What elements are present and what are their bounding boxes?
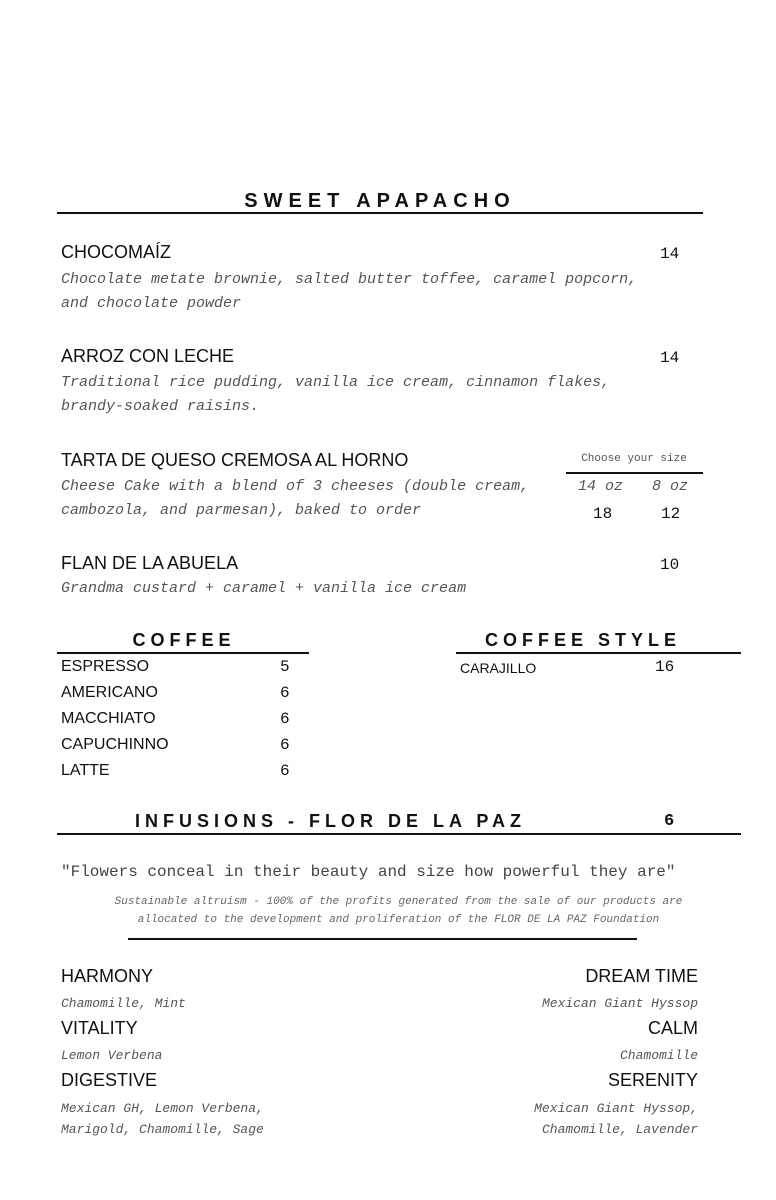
infusions-note-rule — [128, 938, 637, 940]
infusions-note: Sustainable altruism - 100% of the profits generated from the sale of our products are — [114, 896, 683, 908]
dish-description: Traditional rice pudding, vanilla ice cream, cinnamon flakes, — [61, 374, 611, 391]
infusion-name: DREAM TIME — [585, 966, 698, 986]
infusion-description: Chamomille — [619, 1048, 698, 1063]
dish-description: brandy-soaked raisins. — [61, 398, 260, 415]
infusion-name: CALM — [647, 1018, 698, 1038]
dish-description: Grandma custard + caramel + vanilla ice cream — [61, 580, 467, 597]
infusions-title-rule — [57, 833, 741, 835]
infusion-name: DIGESTIVE — [61, 1070, 158, 1090]
infusions-note: allocated to the development and proliferation of the FLOR DE LA PAZ Foundation — [137, 914, 660, 926]
coffee-title-rule — [57, 652, 309, 654]
dish-name: FLAN DE LA ABUELA — [61, 553, 239, 573]
infusion-description: Chamomille, Lavender — [541, 1122, 698, 1137]
infusion-description: Mexican Giant Hyssop — [541, 996, 698, 1011]
infusion-description: Lemon Verbena — [61, 1048, 163, 1063]
sweet-title-rule — [57, 212, 703, 214]
dish-name: CHOCOMAÍZ — [61, 242, 171, 262]
coffee-item-price: 6 — [280, 736, 290, 754]
sweet-section-title: SWEET APAPACHO — [244, 190, 516, 212]
dish-price: 10 — [660, 556, 680, 574]
size-price: 12 — [661, 505, 681, 523]
dish-description: and chocolate powder — [61, 295, 242, 312]
coffee-item-price: 6 — [280, 762, 290, 780]
infusion-name: SERENITY — [607, 1070, 698, 1090]
coffee-item-name: AMERICANO — [61, 684, 158, 701]
infusions-price: 6 — [664, 812, 675, 831]
infusion-description: Mexican GH, Lemon Verbena, — [61, 1101, 264, 1116]
size-chooser-rule — [566, 472, 703, 474]
dish-price: 14 — [660, 349, 680, 367]
dish-name: TARTA DE QUESO CREMOSA AL HORNO — [61, 450, 409, 470]
infusion-name: VITALITY — [61, 1018, 138, 1038]
dish-price: 14 — [660, 245, 680, 263]
coffee-style-item-name: CARAJILLO — [460, 660, 537, 676]
coffee-section-title: COFFEE — [132, 630, 236, 650]
dish-description: Chocolate metate brownie, salted butter toffee, caramel popcorn, — [61, 271, 638, 288]
dish-description: Cheese Cake with a blend of 3 cheeses (double cream, — [61, 478, 530, 495]
coffee-item-price: 6 — [280, 684, 290, 702]
coffee-item-name: CAPUCHINNO — [61, 736, 169, 753]
dish-description: cambozola, and parmesan), baked to order — [61, 502, 422, 519]
dish-name: ARROZ CON LECHE — [61, 346, 235, 366]
size-label: 14 oz — [578, 478, 624, 495]
coffee-item-price: 6 — [280, 710, 290, 728]
coffee-item-name: LATTE — [61, 762, 110, 779]
size-price: 18 — [593, 505, 613, 523]
infusion-description: Mexican Giant Hyssop, — [534, 1101, 698, 1116]
coffee-item-price: 5 — [280, 658, 290, 676]
coffee-item-name: ESPRESSO — [61, 658, 150, 675]
infusion-name: HARMONY — [61, 966, 154, 986]
size-label: 8 oz — [652, 478, 689, 495]
coffee-style-section-title: COFFEE STYLE — [484, 630, 681, 650]
infusions-section-title: INFUSIONS - FLOR DE LA PAZ — [135, 811, 526, 831]
infusion-description: Chamomille, Mint — [61, 996, 186, 1011]
infusion-description: Marigold, Chamomille, Sage — [61, 1122, 264, 1137]
coffee-style-title-rule — [456, 652, 741, 654]
coffee-item-name: MACCHIATO — [61, 710, 156, 727]
coffee-style-item-price: 16 — [655, 658, 675, 676]
size-chooser-header: Choose your size — [581, 453, 687, 465]
infusions-quote: "Flowers conceal in their beauty and size how powerful they are" — [61, 863, 676, 881]
